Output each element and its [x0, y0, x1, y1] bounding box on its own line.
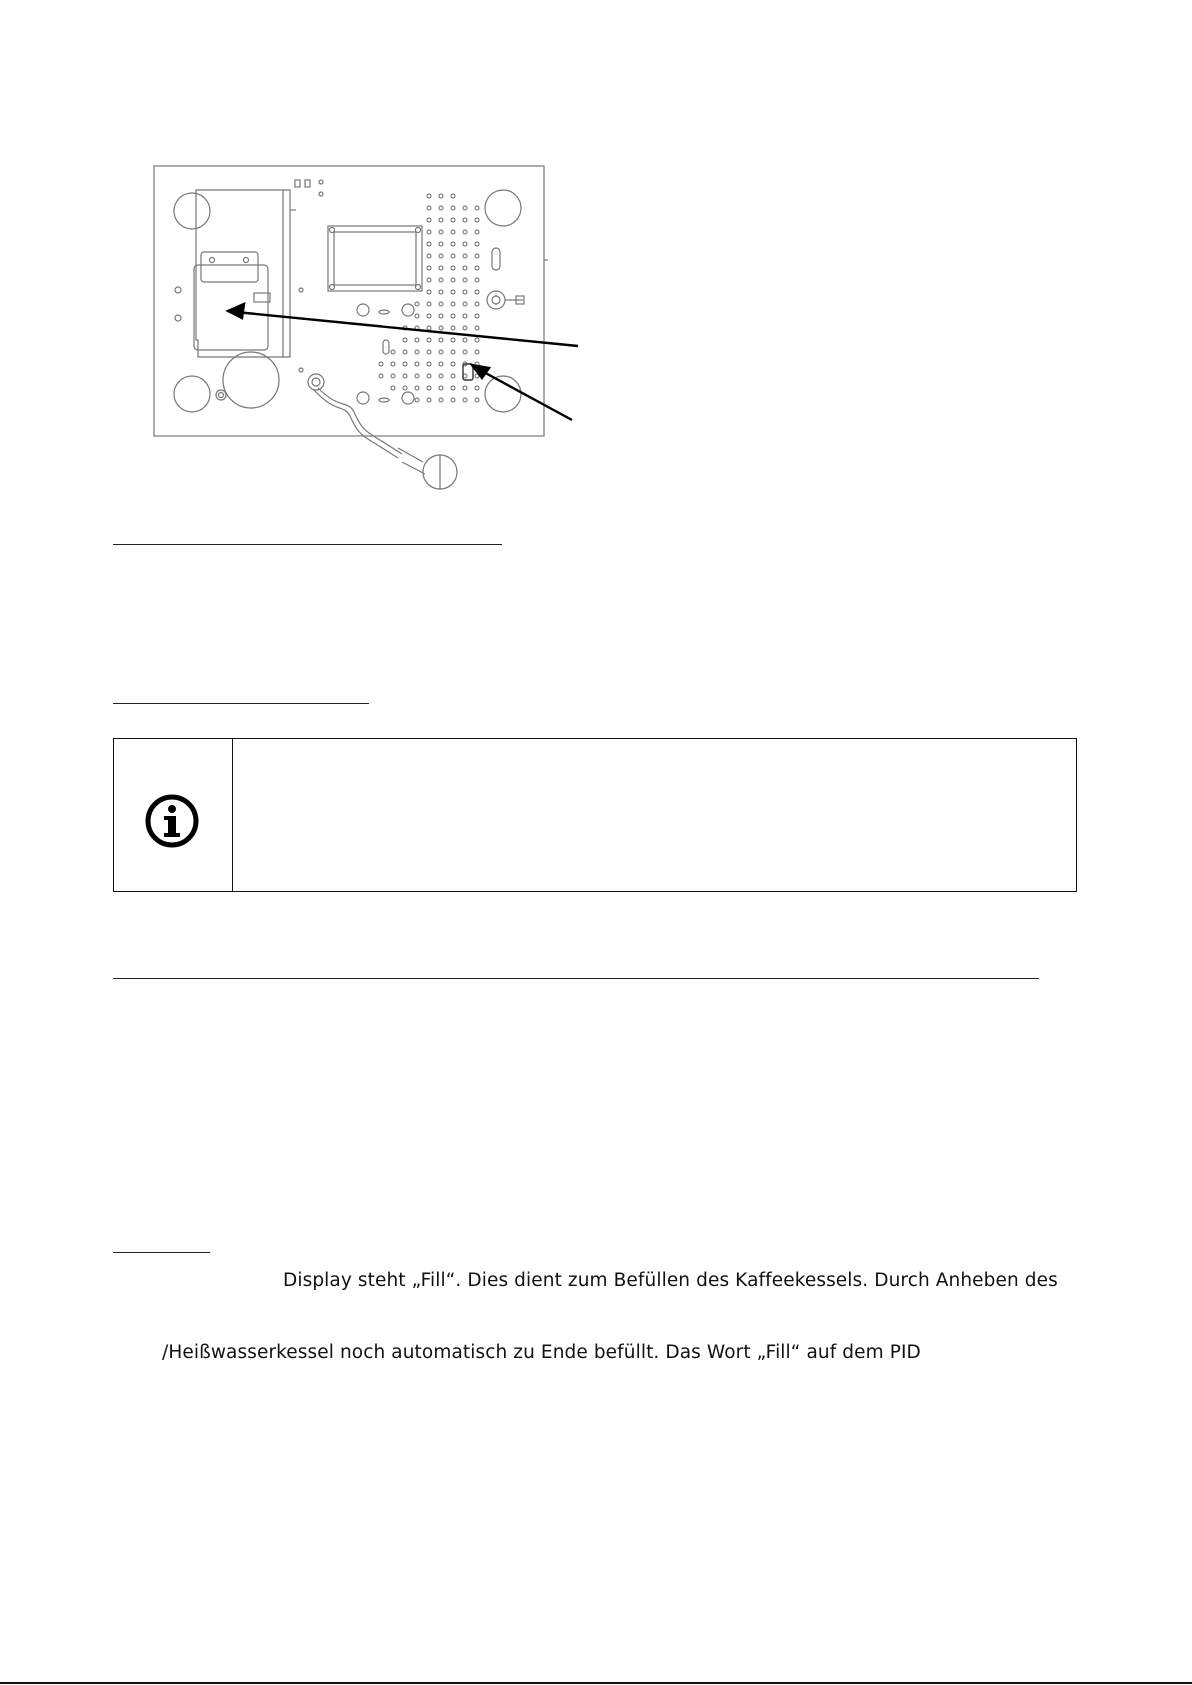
hose-connector [308, 374, 324, 390]
page-bottom-border [0, 1682, 1192, 1684]
heading-underline [113, 1252, 210, 1253]
foot-top-left [174, 193, 210, 229]
hose [318, 388, 402, 454]
info-box-divider [232, 739, 233, 891]
pump-block [194, 265, 268, 350]
heading-underline [113, 978, 1039, 979]
foot-top-right [485, 190, 521, 226]
round-tank [223, 352, 279, 408]
heading-underline [113, 703, 369, 704]
center-module [328, 226, 422, 291]
heading-underline [113, 544, 502, 545]
info-icon [143, 792, 201, 850]
body-text-line: Display steht „Fill“. Dies dient zum Befüllen des Kaffeekessels. Durch Anheben des [283, 1270, 1058, 1291]
body-text-line: /Heißwasserkessel noch automatisch zu Ende befüllt. Das Wort „Fill“ auf dem PID [162, 1342, 921, 1363]
foot-bottom-left [174, 376, 210, 412]
info-box [113, 738, 1077, 892]
technical-drawing-figure [140, 150, 600, 500]
pointer-arrow [480, 370, 572, 420]
